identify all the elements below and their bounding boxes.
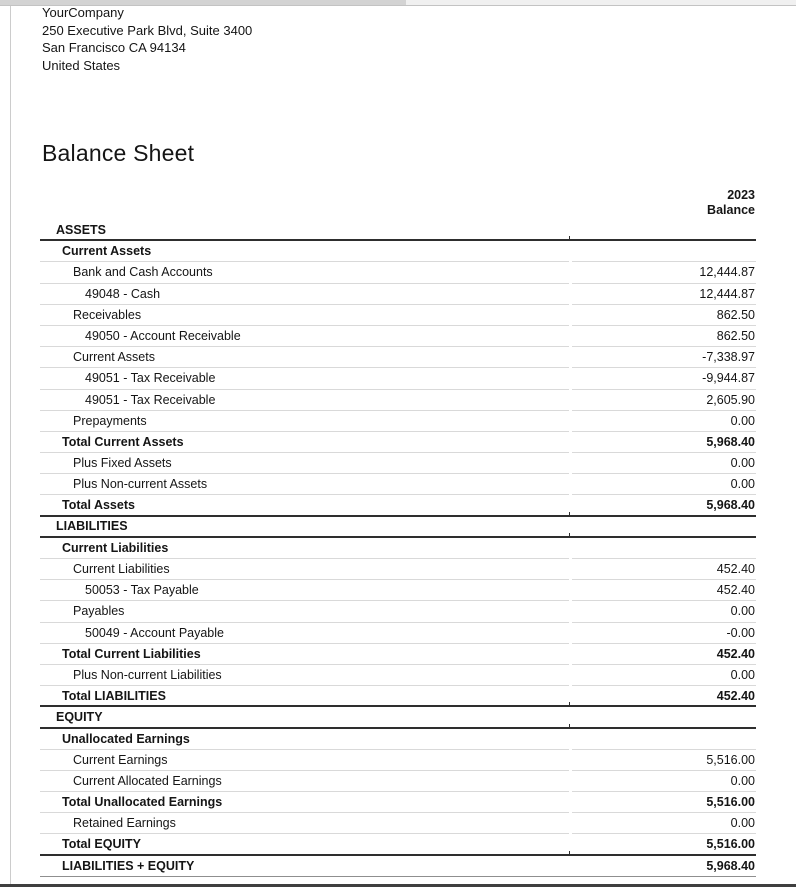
row-label: Current Allocated Earnings bbox=[73, 773, 222, 788]
row-label: 49050 - Account Receivable bbox=[85, 329, 241, 344]
row-label: Plus Non-current Liabilities bbox=[73, 668, 222, 683]
row-50049-account-payable bbox=[40, 623, 756, 644]
row-label: Total Current Assets bbox=[62, 434, 184, 449]
row-current-earnings bbox=[40, 750, 756, 771]
company-street: 250 Executive Park Blvd, Suite 3400 bbox=[42, 22, 253, 38]
company-name: YourCompany bbox=[42, 5, 124, 20]
row-49051-tax-receivable bbox=[40, 390, 756, 411]
row-plus-non-current-assets bbox=[40, 474, 756, 495]
page-bottom-edge bbox=[0, 884, 796, 887]
row-label: Current Assets bbox=[62, 244, 152, 259]
row-label: Total LIABILITIES bbox=[62, 688, 166, 703]
row-label: Plus Non-current Assets bbox=[73, 477, 208, 492]
row-label: Retained Earnings bbox=[73, 816, 176, 831]
row-total-current-liabilities bbox=[40, 644, 756, 665]
row-value: 5,516.00 bbox=[706, 837, 755, 852]
row-value: 452.40 bbox=[716, 646, 755, 661]
row-value: 5,968.40 bbox=[706, 858, 755, 873]
row-value: -9,944.87 bbox=[702, 371, 755, 386]
row-label: Prepayments bbox=[73, 413, 147, 428]
row-label: 49051 - Tax Receivable bbox=[85, 392, 216, 407]
row-value: 5,516.00 bbox=[706, 752, 755, 767]
row-label: Receivables bbox=[73, 307, 142, 322]
row-value: -7,338.97 bbox=[702, 350, 755, 365]
row-plus-non-current-liabilities bbox=[40, 665, 756, 686]
row-payables bbox=[40, 601, 756, 622]
row-value: 12,444.87 bbox=[699, 265, 755, 280]
row-value: 5,968.40 bbox=[706, 498, 755, 513]
row-value: 2,605.90 bbox=[706, 392, 755, 407]
row-label: EQUITY bbox=[56, 709, 103, 724]
row-current-liabilities bbox=[40, 538, 756, 559]
row-label: Total Current Liabilities bbox=[62, 646, 201, 661]
row-label: Unallocated Earnings bbox=[62, 731, 190, 746]
row-plus-fixed-assets bbox=[40, 453, 756, 474]
row-assets bbox=[40, 220, 756, 241]
row-current-assets bbox=[40, 241, 756, 262]
row-receivables bbox=[40, 305, 756, 326]
row-total-liabilities bbox=[40, 686, 756, 707]
row-label: Plus Fixed Assets bbox=[73, 456, 172, 471]
row-value: 0.00 bbox=[730, 668, 755, 683]
row-49051-tax-receivable bbox=[40, 368, 756, 389]
row-49048-cash bbox=[40, 284, 756, 305]
row-value: -0.00 bbox=[726, 625, 755, 640]
row-label: ASSETS bbox=[56, 222, 107, 237]
row-label: 50053 - Tax Payable bbox=[85, 583, 199, 598]
row-total-equity bbox=[40, 834, 756, 855]
table-body bbox=[40, 220, 756, 877]
row-total-current-assets bbox=[40, 432, 756, 453]
row-label: Current Liabilities bbox=[73, 562, 170, 577]
row-value: 0.00 bbox=[730, 413, 755, 428]
row-liabilities bbox=[40, 517, 756, 538]
row-label: Total Assets bbox=[62, 498, 135, 513]
row-value: 5,516.00 bbox=[706, 795, 755, 810]
row-retained-earnings bbox=[40, 813, 756, 834]
row-value: 5,968.40 bbox=[706, 434, 755, 449]
row-value: 862.50 bbox=[716, 307, 755, 322]
row-50053-tax-payable bbox=[40, 580, 756, 601]
row-label: Bank and Cash Accounts bbox=[73, 265, 213, 280]
page-left-edge bbox=[10, 6, 11, 884]
company-city: San Francisco CA 94134 bbox=[42, 40, 186, 56]
company-address-block bbox=[42, 4, 252, 75]
row-equity bbox=[40, 707, 756, 728]
row-label: LIABILITIES + EQUITY bbox=[62, 858, 195, 873]
row-value: 12,444.87 bbox=[699, 286, 755, 301]
row-value: 452.40 bbox=[716, 562, 755, 577]
balance-sheet-table bbox=[40, 185, 756, 877]
row-value: 0.00 bbox=[730, 816, 755, 831]
row-label: Current Liabilities bbox=[62, 540, 169, 555]
row-label: Current Earnings bbox=[73, 752, 168, 767]
balance-column-label: Balance bbox=[707, 203, 755, 217]
row-label: 49051 - Tax Receivable bbox=[85, 371, 216, 386]
row-value: 452.40 bbox=[716, 688, 755, 703]
row-current-assets bbox=[40, 347, 756, 368]
row-value: 452.40 bbox=[716, 583, 755, 598]
row-49050-account-receivable bbox=[40, 326, 756, 347]
page-title: Balance Sheet bbox=[42, 140, 195, 166]
balance-column-year: 2023 bbox=[727, 188, 755, 202]
row-current-allocated-earnings bbox=[40, 771, 756, 792]
row-label: Total EQUITY bbox=[62, 837, 141, 852]
row-value: 0.00 bbox=[730, 477, 755, 492]
row-label: LIABILITIES bbox=[56, 519, 128, 534]
row-bank-and-cash-accounts bbox=[40, 262, 756, 283]
row-prepayments bbox=[40, 411, 756, 432]
row-label: Total Unallocated Earnings bbox=[62, 795, 223, 810]
row-total-unallocated-earnings bbox=[40, 792, 756, 813]
row-unallocated-earnings bbox=[40, 729, 756, 750]
row-value: 862.50 bbox=[716, 329, 755, 344]
row-value: 0.00 bbox=[730, 773, 755, 788]
row-total-assets bbox=[40, 495, 756, 516]
row-value: 0.00 bbox=[730, 604, 755, 619]
row-current-liabilities bbox=[40, 559, 756, 580]
row-label: 50049 - Account Payable bbox=[85, 625, 224, 640]
company-country: United States bbox=[42, 58, 121, 74]
row-label: Current Assets bbox=[73, 350, 155, 365]
row-label: Payables bbox=[73, 604, 125, 619]
row-label: 49048 - Cash bbox=[85, 286, 161, 301]
row-liabilities-equity bbox=[40, 856, 756, 877]
row-value: 0.00 bbox=[730, 456, 755, 471]
balance-column-header bbox=[40, 185, 756, 220]
